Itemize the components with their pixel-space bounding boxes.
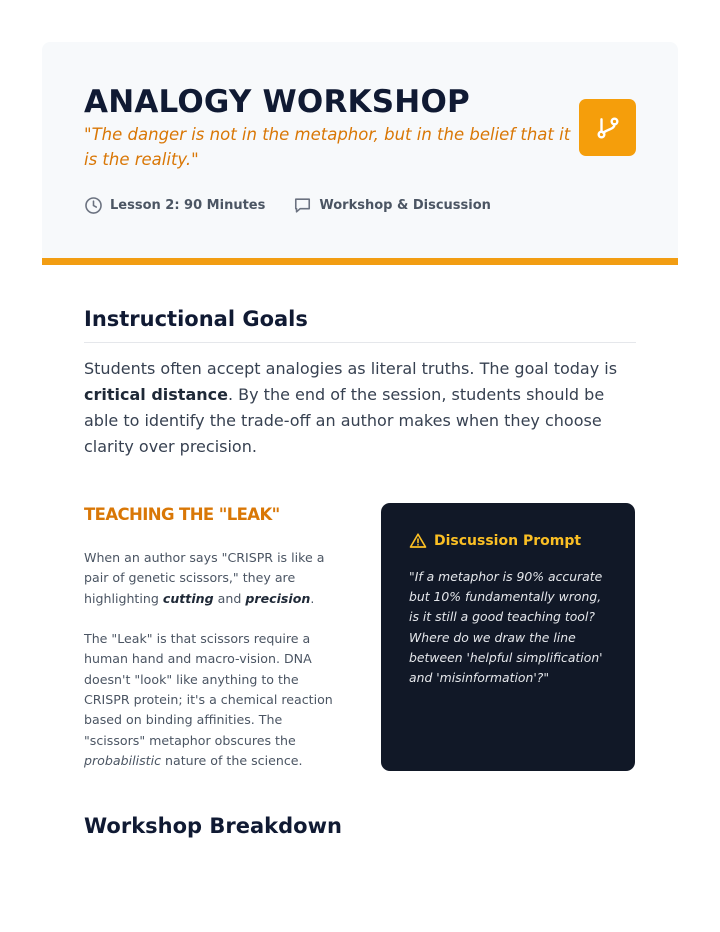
goals-text-end: . By the end of the session, students should be able to identify the trade-off an author makes when they choose clarity over precision. xyxy=(84,385,605,456)
section-heading-breakdown: Workshop Breakdown xyxy=(84,814,342,838)
header-card xyxy=(42,42,678,258)
page-title: ANALOGY WORKSHOP xyxy=(84,84,470,120)
leak-paragraph-1 xyxy=(84,548,346,609)
section-divider xyxy=(84,342,636,343)
clock-icon xyxy=(84,196,103,215)
goals-text-start: Students often accept analogies as literal truths. The goal today is xyxy=(84,359,618,378)
leak-heading: TEACHING THE "LEAK" xyxy=(84,505,280,524)
leak-p1-and: and xyxy=(213,590,246,606)
discussion-prompt-card xyxy=(381,503,635,771)
goals-emphasis: critical distance xyxy=(84,385,228,404)
leak-emphasis-precision: precision xyxy=(245,590,311,606)
lesson-meta xyxy=(84,196,519,215)
leak-p2-text: The "Leak" is that scissors require a human hand and macro-vision. DNA doesn't "look" like anything to the CRISPR protein; it's a chemical reaction based on binding affinities. The "scissors" metaphor obscures the xyxy=(84,631,333,748)
leak-p1-text: When an author says "CRISPR is like a pair of genetic scissors," they are highlighting xyxy=(84,550,325,606)
goals-paragraph xyxy=(84,356,636,460)
warning-triangle-icon xyxy=(409,532,427,550)
meta-duration xyxy=(84,196,265,215)
git-branch-icon xyxy=(595,115,621,141)
leak-p1-end: . xyxy=(310,590,315,606)
prompt-text: "If a metaphor is 90% accurate but 10% fundamentally wrong, is it still a good teaching tool? Where do we draw the line between 'helpful simplification' and 'misinformation'?" xyxy=(409,569,603,686)
leak-paragraph-2 xyxy=(84,629,346,771)
prompt-header xyxy=(409,532,581,550)
header-accent-bar xyxy=(42,258,678,265)
leak-body xyxy=(84,548,346,771)
chat-bubble-icon xyxy=(293,196,312,215)
leak-emphasis-cutting: cutting xyxy=(162,590,214,606)
meta-format xyxy=(293,196,491,215)
header-quote: "The danger is not in the metaphor, but in the belief that it is the reality." xyxy=(84,125,571,169)
meta-duration-label: Lesson 2: 90 Minutes xyxy=(110,198,266,213)
leak-p2-end: nature of the science. xyxy=(161,752,303,768)
header-badge xyxy=(579,99,636,156)
leak-emphasis-probabilistic: probabilistic xyxy=(84,752,162,768)
section-heading-goals: Instructional Goals xyxy=(84,307,308,331)
meta-format-label: Workshop & Discussion xyxy=(319,198,491,213)
prompt-title: Discussion Prompt xyxy=(434,533,582,549)
